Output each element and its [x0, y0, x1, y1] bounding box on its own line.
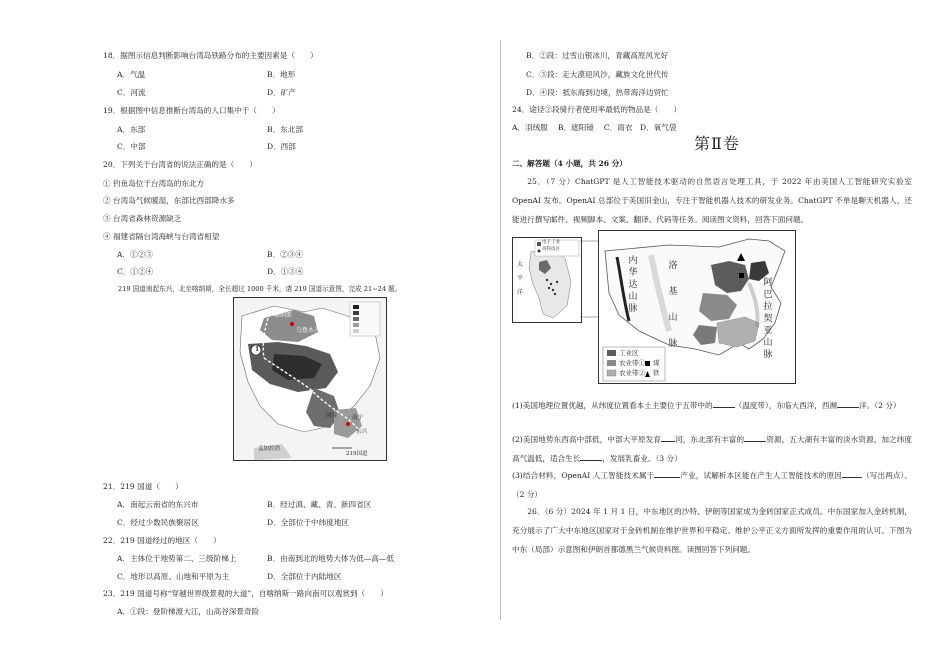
q25-part2-text-c: 资源，五大湖有丰富的淡水资源，加之纬度高气温低，适合生长	[512, 435, 913, 463]
q25-part2-blank-3[interactable]	[580, 453, 602, 461]
map-label-laos: 国境	[326, 413, 338, 419]
q25-part3-text-b: 产业，试解析本区能在产生人工智能技术的原因	[680, 471, 842, 480]
q19-stem: 19．根据图中信息推断台湾岛的人口集中于（ ）	[103, 106, 280, 115]
q18-option-b: B．地形	[267, 70, 296, 79]
inset-legend-hightech: 高科技区	[542, 247, 560, 252]
label-rocky-mountains: 洛基山脉	[668, 261, 678, 349]
q25-part1-blank-2[interactable]	[837, 400, 859, 408]
q25-part1-blank-1[interactable]	[713, 400, 735, 408]
us-map	[598, 230, 796, 384]
map-section-marker: 1	[255, 346, 260, 353]
inset-pacific-3: 洋	[517, 289, 524, 296]
volume-title: 第Ⅱ卷	[694, 134, 740, 153]
q19-option-c: C．中部	[117, 142, 146, 151]
inset-pacific-2: 平	[517, 275, 524, 282]
q23-option-a: A．①段：登阶梯渡大江，山高谷深景奇险	[117, 607, 260, 616]
q25-part3-blank-1[interactable]	[654, 470, 680, 478]
q25-part3	[512, 466, 912, 504]
inset-legend-electronics: 电子工业	[542, 240, 560, 245]
q18-option-c: C．河流	[117, 88, 146, 97]
q25-part3-blank-2[interactable]	[842, 470, 862, 478]
q25-part2-blank-2[interactable]	[744, 434, 766, 442]
q19-option-a: A．东部	[117, 125, 146, 134]
q20-option-d: D．①③④	[267, 267, 304, 276]
q21-option-a: A．南起云南省的东兴市	[117, 500, 199, 509]
q18-option-d: D．矿产	[267, 88, 296, 97]
map-label-nanning: 南宁	[352, 415, 364, 421]
legend-agri-2: 农业带②	[619, 369, 645, 377]
q25-intro: 25．（7 分）ChatGPT 是人工智能技术驱动的自然语言处理工具，于 2022 年由美国人工智能研究实验室 OpenAI 发布。OpenAI 总部位于美国旧金山，专注于智能机器人技术的研发业务。ChatGPT 不单是聊天机器人，还能进行撰写邮件、视频脚本、文案、翻译、代码等任务。阅读图文资料，回答下面问题。	[512, 177, 912, 224]
q20-option-c: C．①②④	[117, 267, 154, 276]
map-219-drawing	[234, 298, 386, 460]
map-legend-219: 219国道	[346, 451, 368, 457]
q22-stem: 22．219 国道经过的地区（ ）	[103, 536, 221, 545]
inset-pacific-1: 太	[517, 261, 524, 268]
map-label-kanas: 喀纳斯	[274, 312, 293, 319]
q25-part2-text-d: ，发展乳畜业。（3 分）	[602, 454, 682, 463]
q25-part1-text-c: 洋。（2 分）	[859, 401, 901, 410]
q21-option-b: B．经过滇、藏、青、新四省区	[267, 500, 372, 509]
legend-industry: 工业区	[619, 349, 639, 357]
q23-stem: 23．219 国道号称“穿越世界级景观的大道”，自喀纳斯一路向南可以观赏到（ ）	[103, 589, 388, 598]
q25-part2-text-a: (2)美国地势东西高中部低，中部大平原发育	[512, 435, 661, 444]
q20-option-b: B．②③④	[267, 250, 303, 259]
q25-part1	[512, 400, 901, 410]
q23-option-c: C．③段：走大漠迎风沙，藏族文化世代传	[526, 70, 669, 79]
q25-part3-text-c: （写出两点）。（2 分）	[512, 471, 913, 499]
inset-map-sanfrancisco	[512, 237, 582, 323]
q25-part1-text-b: （温度带），东临大西洋，西濒	[734, 401, 838, 410]
q18-stem: 18．据图示信息判断影响台湾岛铁路分布的主要因素是（ ）	[103, 51, 318, 60]
q20-statement-3: ③ 台湾省森林资源缺乏	[103, 214, 182, 223]
label-appalachian: 阿巴拉契亚山脉	[763, 278, 773, 360]
q22-option-c: C．地形以高原、山地和平原为主	[117, 572, 230, 581]
q20-statement-2: ② 台湾岛气候暖湿，东部比西部降水多	[103, 196, 235, 205]
q21-stem: 21．219 国道（ ）	[103, 482, 183, 491]
legend-agri-1: 农业带①	[619, 359, 645, 367]
map-label-bay-of-bengal: 孟加拉湾	[258, 446, 281, 452]
q25-part2	[512, 430, 912, 468]
q25-part2-text-b: 河，东北部有丰富的	[675, 435, 745, 444]
map-label-dongxing: 东兴	[356, 429, 368, 435]
q26-text: 26．（6 分）2024 年 1 月 1 日，中东地区的沙特、伊朗等国家成为金砖国家正式成员。中东国家加入金砖机制，充分展示了广大中东地区国家对于金砖机制在维护世界和平稳定、维护公平正义方面所发挥的重要作用的认可。下图为中东（局部）示意图和伊朗首都德黑兰气候资料图。读图回答下列问题。	[512, 507, 912, 554]
q24-options: A．羽绒服 B．遮阳镜 C．雨衣 D．氧气袋	[512, 123, 677, 132]
q19-option-b: B．东北部	[267, 125, 303, 134]
section-heading: 二、解答题（4 小题，共 26 分）	[512, 159, 627, 168]
q22-option-d: D．全部位于内陆地区	[267, 572, 342, 581]
legend-coal: 煤	[653, 359, 660, 367]
legend-iron: 铁	[653, 369, 660, 377]
q20-statement-4: ④ 福建省隔台湾海峡与台湾省相望	[103, 232, 220, 241]
q23-option-b: B．②段：过雪山银冰川，青藏高原风光好	[526, 51, 669, 60]
q22-option-b: B．由南到北的地势大体为低—高—低	[267, 554, 395, 563]
intro-219: 219 国道南起东兴，北至喀纳斯，全长超过 1000 千米，请 219 国道示意图，完成 21~24 题。	[118, 285, 402, 293]
q23-option-d: D．④段：抵东海到边境，热带海洋边贸忙	[526, 88, 669, 97]
q20-statement-1: ① 钓鱼岛位于台湾岛的东北方	[103, 179, 205, 188]
q18-option-a: A．气温	[117, 70, 146, 79]
q21-option-d: D．全部位于中纬度地区	[267, 518, 350, 527]
column-divider	[500, 40, 501, 620]
q22-option-a: A．主体位于地势第二、三级阶梯上	[117, 554, 237, 563]
q20-stem: 20．下列关于台湾省的说法正确的是（ ）	[103, 160, 257, 169]
label-sierra-nevada: 内华达山脉	[628, 256, 638, 314]
q25-part2-blank-1[interactable]	[661, 434, 675, 442]
map-label-urumqi: 乌鲁木齐	[296, 327, 321, 334]
q25-part1-text-a: (1)美国地理位置优越，从纬度位置看本土主要位于五带中的	[512, 401, 713, 410]
q21-option-c: C．经过少数民族聚居区	[117, 518, 199, 527]
map-219-highway	[233, 297, 387, 461]
q24-stem: 24．途径②段骑行者使用率最低的物品是（ ）	[512, 105, 682, 114]
q20-option-a: A．①②③	[117, 250, 153, 259]
q19-option-d: D．西部	[267, 142, 296, 151]
q25-part3-text-a: (3)结合材料，OpenAI 人工智能技术属于	[512, 471, 655, 480]
